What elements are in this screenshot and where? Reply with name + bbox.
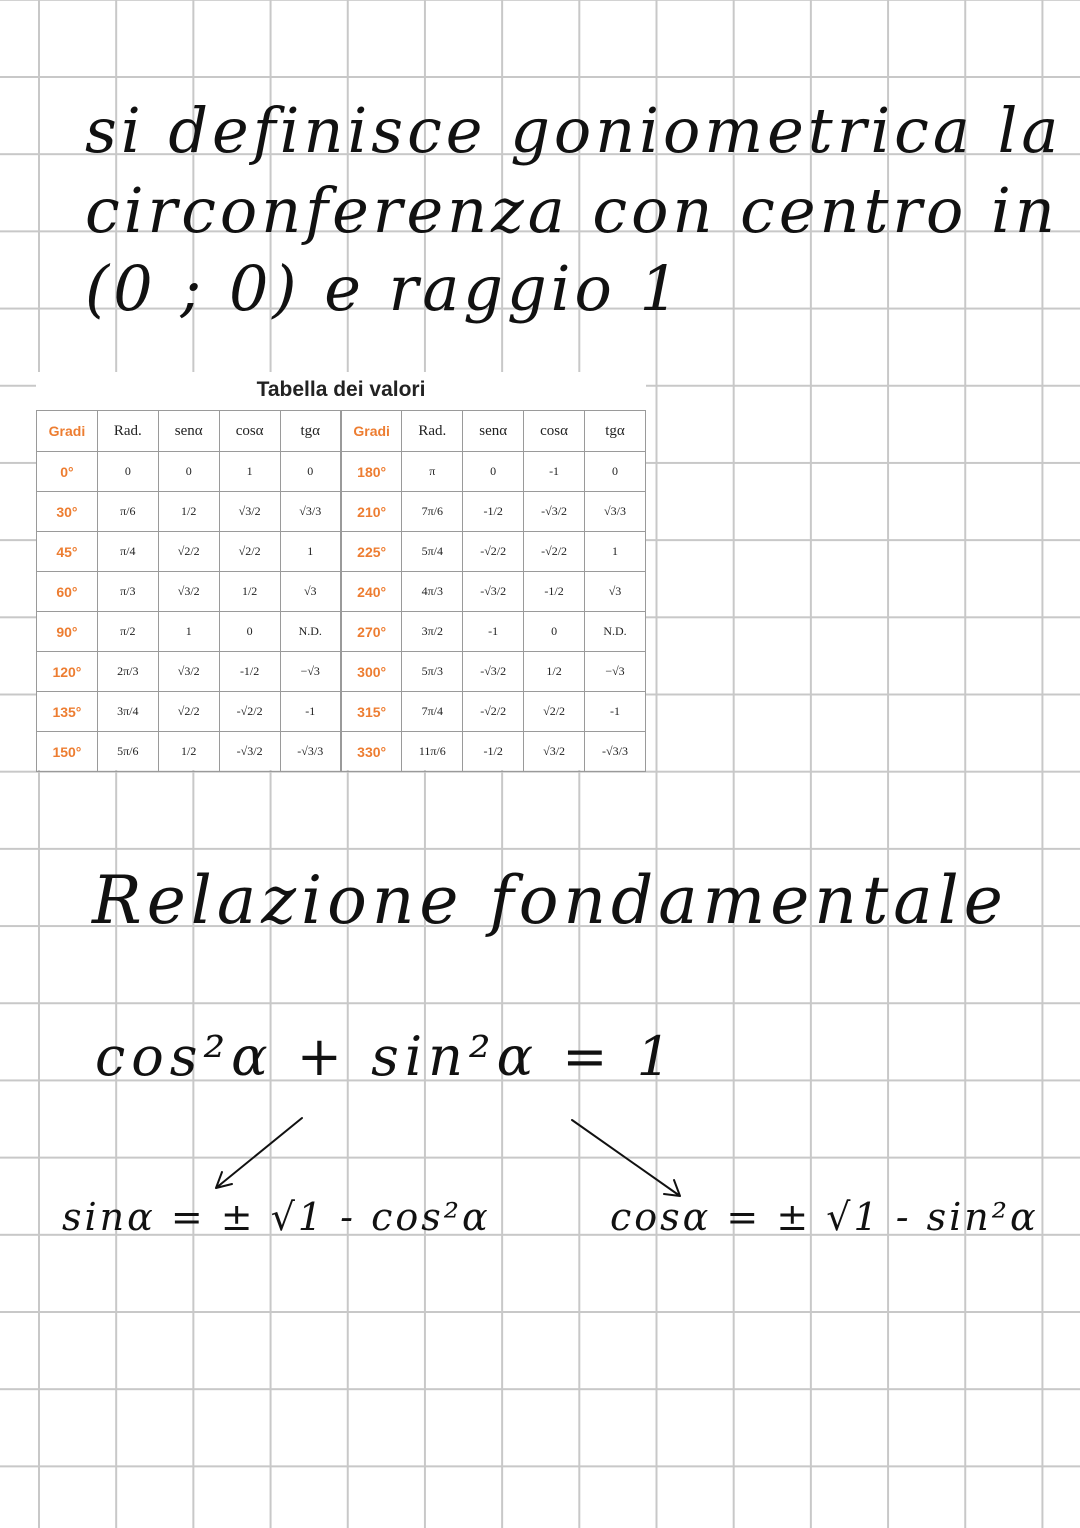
value-cell: -√2/2	[524, 532, 585, 572]
table-row	[37, 452, 646, 492]
value-cell: 0	[219, 612, 280, 652]
degree-cell: 30°	[37, 492, 98, 532]
table-header-row	[37, 411, 646, 452]
degree-cell: 135°	[37, 692, 98, 732]
value-cell: 5π/4	[402, 532, 463, 572]
table-header-cell: senα	[158, 411, 219, 452]
value-cell: π/2	[97, 612, 158, 652]
value-cell: -√2/2	[219, 692, 280, 732]
table-header-cell: Rad.	[402, 411, 463, 452]
table-header-cell: Gradi	[37, 411, 98, 452]
table-row	[37, 612, 646, 652]
value-cell: 3π/4	[97, 692, 158, 732]
right-arrow	[572, 1120, 680, 1196]
intro-line-1: si definisce goniometrica la	[85, 94, 1063, 167]
degree-cell: 240°	[341, 572, 402, 612]
value-cell: √2/2	[219, 532, 280, 572]
value-cell: 7π/6	[402, 492, 463, 532]
value-cell: 1	[280, 532, 341, 572]
value-cell: 0	[280, 452, 341, 492]
table-header-cell: Rad.	[97, 411, 158, 452]
degree-cell: 45°	[37, 532, 98, 572]
table-header-cell: senα	[463, 411, 524, 452]
value-cell: √3/2	[219, 492, 280, 532]
value-cell: -√3/2	[524, 492, 585, 532]
value-cell: √3/2	[158, 572, 219, 612]
table-row	[37, 652, 646, 692]
value-cell: √2/2	[524, 692, 585, 732]
value-cell: π/3	[97, 572, 158, 612]
value-cell: −√3	[585, 652, 646, 692]
values-table-panel	[36, 372, 646, 770]
table-row	[37, 492, 646, 532]
value-cell: -√2/2	[463, 692, 524, 732]
value-cell: -√3/2	[463, 572, 524, 612]
degree-cell: 330°	[341, 732, 402, 772]
table-row	[37, 532, 646, 572]
value-cell: √2/2	[158, 692, 219, 732]
value-cell: -√3/2	[219, 732, 280, 772]
table-header-cell: cosα	[524, 411, 585, 452]
value-cell: 2π/3	[97, 652, 158, 692]
value-cell: π	[402, 452, 463, 492]
degree-cell: 60°	[37, 572, 98, 612]
value-cell: 1	[585, 532, 646, 572]
fundamental-formula: cos²α + sin²α = 1	[95, 1025, 677, 1088]
value-cell: -1/2	[219, 652, 280, 692]
value-cell: √3/2	[524, 732, 585, 772]
values-table	[36, 410, 646, 772]
degree-cell: 300°	[341, 652, 402, 692]
value-cell: -√3/3	[280, 732, 341, 772]
value-cell: -1/2	[463, 492, 524, 532]
value-cell: √3	[585, 572, 646, 612]
value-cell: 1	[158, 612, 219, 652]
degree-cell: 0°	[37, 452, 98, 492]
value-cell: √2/2	[158, 532, 219, 572]
value-cell: √3/3	[585, 492, 646, 532]
table-row	[37, 692, 646, 732]
value-cell: 1/2	[219, 572, 280, 612]
value-cell: 1/2	[158, 732, 219, 772]
intro-line-2: circonferenza con centro in	[85, 174, 1059, 247]
value-cell: 0	[97, 452, 158, 492]
table-header-cell: tgα	[280, 411, 341, 452]
table-row	[37, 732, 646, 772]
value-cell: √3/3	[280, 492, 341, 532]
value-cell: 1/2	[158, 492, 219, 532]
table-row	[37, 572, 646, 612]
value-cell: 5π/6	[97, 732, 158, 772]
value-cell: π/6	[97, 492, 158, 532]
degree-cell: 150°	[37, 732, 98, 772]
value-cell: 0	[158, 452, 219, 492]
section-title: Relazione fondamentale	[92, 862, 1008, 939]
value-cell: −√3	[280, 652, 341, 692]
degree-cell: 225°	[341, 532, 402, 572]
value-cell: 5π/3	[402, 652, 463, 692]
value-cell: -√3/3	[585, 732, 646, 772]
value-cell: √3	[280, 572, 341, 612]
value-cell: -1	[280, 692, 341, 732]
table-title: Tabella dei valori	[256, 378, 426, 401]
value-cell: -1/2	[463, 732, 524, 772]
value-cell: 4π/3	[402, 572, 463, 612]
intro-line-3: (0 ; 0) e raggio 1	[85, 252, 683, 325]
degree-cell: 210°	[341, 492, 402, 532]
value-cell: 3π/2	[402, 612, 463, 652]
value-cell: -1	[524, 452, 585, 492]
degree-cell: 90°	[37, 612, 98, 652]
value-cell: 11π/6	[402, 732, 463, 772]
value-cell: π/4	[97, 532, 158, 572]
left-arrow	[216, 1118, 302, 1188]
table-header-cell: tgα	[585, 411, 646, 452]
value-cell: N.D.	[280, 612, 341, 652]
table-header-cell: cosα	[219, 411, 280, 452]
value-cell: 0	[524, 612, 585, 652]
degree-cell: 180°	[341, 452, 402, 492]
degree-cell: 120°	[37, 652, 98, 692]
value-cell: -√3/2	[463, 652, 524, 692]
degree-cell: 270°	[341, 612, 402, 652]
sin-derived-formula: sinα = ± √1 - cos²α	[62, 1195, 491, 1239]
value-cell: 0	[463, 452, 524, 492]
value-cell: √3/2	[158, 652, 219, 692]
value-cell: N.D.	[585, 612, 646, 652]
value-cell: 1	[219, 452, 280, 492]
value-cell: 0	[585, 452, 646, 492]
degree-cell: 315°	[341, 692, 402, 732]
value-cell: -1	[585, 692, 646, 732]
cos-derived-formula: cosα = ± √1 - sin²α	[610, 1195, 1039, 1239]
value-cell: -√2/2	[463, 532, 524, 572]
table-header-cell: Gradi	[341, 411, 402, 452]
value-cell: 7π/4	[402, 692, 463, 732]
value-cell: -1	[463, 612, 524, 652]
value-cell: 1/2	[524, 652, 585, 692]
value-cell: -1/2	[524, 572, 585, 612]
